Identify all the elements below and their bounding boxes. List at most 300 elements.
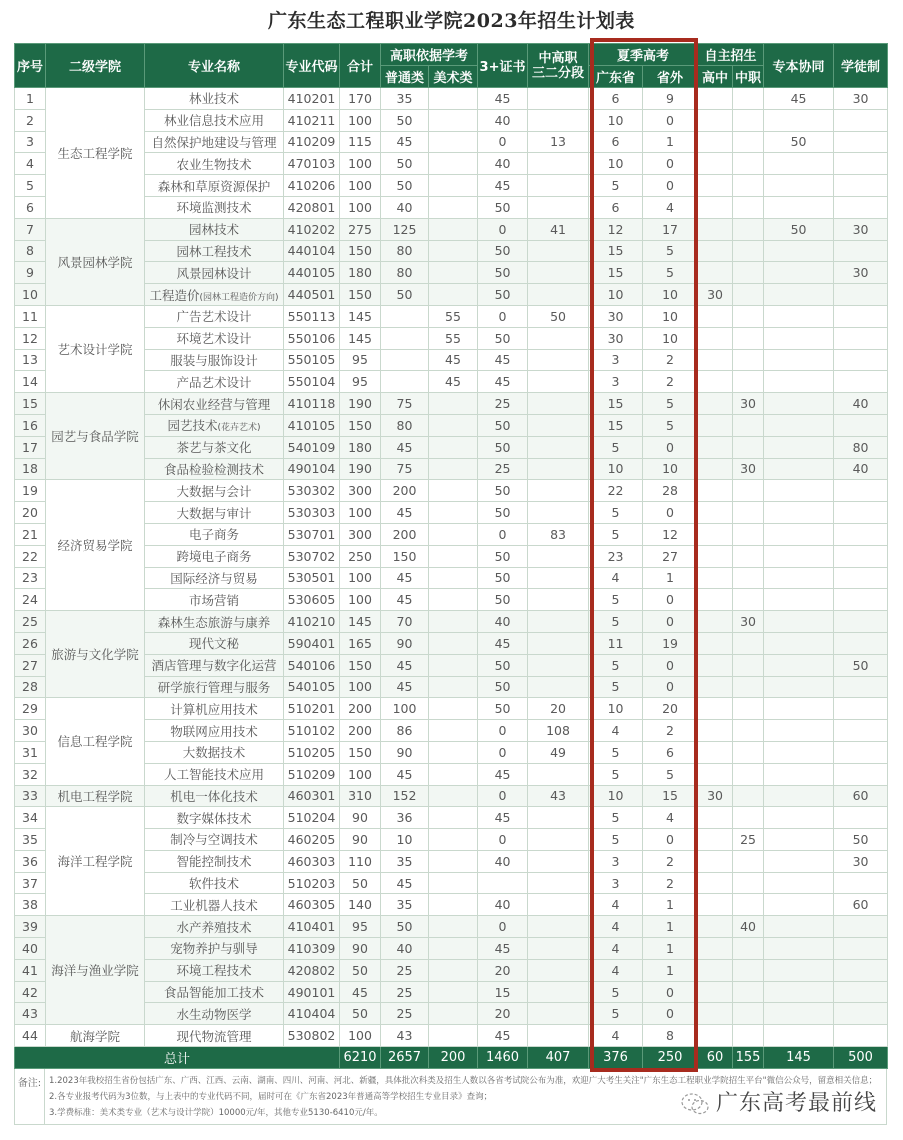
cell-major [145,872,284,894]
cell-cert: 40 [478,109,528,131]
cell-general: 50 [381,153,429,175]
cell-general: 50 [381,175,429,197]
major-name: 园林工程技术 [176,243,252,259]
cell-high [698,88,733,110]
cell-out: 8 [643,1025,698,1047]
cell-major [145,785,284,807]
cell-voc [733,109,764,131]
cell-gd: 10 [589,284,643,306]
cell-zhonggao [528,284,589,306]
cell-zhonggao [528,458,589,480]
cell-high [698,1003,733,1025]
table-row [15,720,888,742]
cell-zhonggao [528,1025,589,1047]
cell-gd: 4 [589,567,643,589]
header-zhuanben: 专本协同 [764,44,834,88]
cell-apprentice [834,196,888,218]
table-row [15,567,888,589]
cell-code: 550106 [284,327,340,349]
table-row [15,894,888,916]
cell-total: 100 [340,1025,381,1047]
cell-apprentice [834,741,888,763]
cell-voc [733,567,764,589]
cell-total: 100 [340,567,381,589]
cell-total: 50 [340,872,381,894]
cell-gd: 5 [589,589,643,611]
cell-general: 86 [381,720,429,742]
cell-zhuanben [764,305,834,327]
cell-cert [478,872,528,894]
cell-high [698,262,733,284]
cell-college: 机电工程学院 [46,785,145,807]
cell-zhuanben [764,327,834,349]
cell-out: 1 [643,959,698,981]
cell-art: 45 [429,371,478,393]
cell-total: 100 [340,763,381,785]
watermark [680,1086,877,1117]
wechat-icon [680,1091,710,1117]
watermark-text: 广东高考最前线 [716,1091,878,1116]
cell-general: 45 [381,654,429,676]
cell-gd: 5 [589,611,643,633]
cell-gd: 6 [589,196,643,218]
cell-zhuanben [764,109,834,131]
cell-apprentice [834,872,888,894]
cell-cert: 50 [478,589,528,611]
cell-zhuanben [764,589,834,611]
cell-zhonggao [528,850,589,872]
cell-college: 旅游与文化学院 [46,611,145,698]
cell-cert: 0 [478,741,528,763]
cell-college: 航海学院 [46,1025,145,1047]
cell-out: 0 [643,502,698,524]
cell-code: 410202 [284,218,340,240]
cell-out: 2 [643,720,698,742]
cell-apprentice [834,545,888,567]
major-name: 园林技术 [188,222,239,238]
cell-zhuanben [764,458,834,480]
cell-zhuanben [764,175,834,197]
table-row [15,175,888,197]
table-row [15,523,888,545]
cell-code: 410201 [284,88,340,110]
table-header [15,44,888,88]
cell-art [429,502,478,524]
cell-zhonggao [528,894,589,916]
cell-apprentice: 30 [834,218,888,240]
cell-art [429,523,478,545]
cell-art [429,414,478,436]
major-name: 酒店管理与数字化运营 [151,658,277,674]
cell-zhuanben [764,1025,834,1047]
cell-general [381,371,429,393]
cell-zhuanben [764,938,834,960]
header-gaozhi-general: 普通类 [381,66,429,88]
cell-gd: 10 [589,785,643,807]
cell-cert: 45 [478,807,528,829]
cell-high [698,196,733,218]
cell-art [429,175,478,197]
table-row [15,785,888,807]
table-row [15,88,888,110]
cell-total: 150 [340,414,381,436]
cell-zhonggao [528,502,589,524]
cell-cert: 40 [478,153,528,175]
cell-high [698,872,733,894]
cell-voc [733,938,764,960]
cell-art [429,153,478,175]
cell-cert: 50 [478,327,528,349]
cell-gd: 15 [589,393,643,415]
cell-apprentice [834,1025,888,1047]
cell-major [145,436,284,458]
cell-art [429,611,478,633]
cell-cert: 0 [478,916,528,938]
cell-gd: 4 [589,938,643,960]
major-name: 环境工程技术 [176,963,252,979]
cell-zhuanben [764,676,834,698]
cell-college: 海洋工程学院 [46,807,145,916]
cell-high [698,327,733,349]
cell-total: 50 [340,1003,381,1025]
table-row [15,850,888,872]
cell-cert: 0 [478,523,528,545]
cell-code: 510205 [284,741,340,763]
cell-seq: 38 [15,894,46,916]
cell-total: 50 [340,959,381,981]
cell-high [698,458,733,480]
cell-gd: 6 [589,88,643,110]
cell-seq: 9 [15,262,46,284]
major-name: 茶艺与茶文化 [176,440,252,456]
cell-seq: 7 [15,218,46,240]
cell-gd: 5 [589,523,643,545]
cell-zhuanben [764,981,834,1003]
cell-code: 510201 [284,698,340,720]
cell-art [429,938,478,960]
cell-voc: 40 [733,916,764,938]
major-name: 食品智能加工技术 [163,985,264,1001]
cell-code: 530302 [284,480,340,502]
cell-high [698,807,733,829]
cell-major [145,567,284,589]
cell-seq: 23 [15,567,46,589]
cell-art [429,872,478,894]
cell-college: 艺术设计学院 [46,305,145,392]
major-name: 数字媒体技术 [176,810,252,826]
cell-cert: 40 [478,850,528,872]
cell-out: 12 [643,523,698,545]
cell-voc [733,523,764,545]
cell-seq: 18 [15,458,46,480]
cell-cert: 45 [478,763,528,785]
cell-general [381,305,429,327]
cell-seq: 28 [15,676,46,698]
cell-general: 45 [381,567,429,589]
cell-code: 530701 [284,523,340,545]
table-row [15,981,888,1003]
cell-apprentice [834,611,888,633]
cell-code: 410209 [284,131,340,153]
cell-voc [733,1025,764,1047]
cell-high [698,676,733,698]
cell-apprentice [834,698,888,720]
table-row [15,654,888,676]
cell-voc: 30 [733,393,764,415]
cell-general: 150 [381,545,429,567]
cell-total: 300 [340,480,381,502]
cell-seq: 35 [15,829,46,851]
cell-out: 0 [643,436,698,458]
cell-high [698,654,733,676]
cell-total: 250 [340,545,381,567]
cell-out: 0 [643,611,698,633]
cell-apprentice [834,371,888,393]
cell-total: 190 [340,458,381,480]
cell-cert: 50 [478,567,528,589]
cell-zhuanben [764,720,834,742]
cell-high [698,938,733,960]
header-zhonggao-line1: 中高职 [538,50,578,66]
cell-gd: 4 [589,959,643,981]
cell-voc: 30 [733,611,764,633]
cell-voc [733,741,764,763]
cell-seq: 5 [15,175,46,197]
cell-voc [733,414,764,436]
cell-major [145,545,284,567]
cell-high: 30 [698,785,733,807]
cell-apprentice [834,632,888,654]
cell-general: 90 [381,632,429,654]
cell-college: 风景园林学院 [46,218,145,305]
cell-cert: 0 [478,131,528,153]
header-self-group: 自主招生 [698,44,764,66]
cell-zhonggao [528,109,589,131]
cell-total: 275 [340,218,381,240]
cell-zhonggao [528,916,589,938]
cell-apprentice [834,284,888,306]
cell-cert: 50 [478,480,528,502]
major-name: 森林生态旅游与康养 [157,614,271,630]
cell-major [145,850,284,872]
cell-code: 410210 [284,611,340,633]
cell-art [429,916,478,938]
cell-zhonggao [528,763,589,785]
cell-art [429,109,478,131]
cell-out: 4 [643,196,698,218]
cell-total: 95 [340,349,381,371]
cell-seq: 17 [15,436,46,458]
cell-cert: 0 [478,720,528,742]
cell-total: 200 [340,720,381,742]
cell-zhuanben [764,349,834,371]
cell-voc [733,502,764,524]
cell-zhonggao [528,480,589,502]
cell-zhonggao: 83 [528,523,589,545]
cell-general: 125 [381,218,429,240]
cell-cert: 0 [478,829,528,851]
cell-zhuanben: 50 [764,131,834,153]
cell-voc [733,894,764,916]
cell-zhonggao [528,981,589,1003]
cell-major [145,1025,284,1047]
cell-out: 5 [643,240,698,262]
cell-high [698,109,733,131]
cell-total: 90 [340,938,381,960]
header-zhonggao-line2: 三二分段 [532,65,585,81]
cell-out: 1 [643,916,698,938]
cell-zhuanben: 50 [764,218,834,240]
cell-apprentice [834,1003,888,1025]
major-name: 水产养殖技术 [176,919,252,935]
cell-out: 10 [643,327,698,349]
header-cert: 3+证书 [478,44,528,88]
cell-total: 100 [340,153,381,175]
cell-out: 0 [643,981,698,1003]
cell-voc [733,371,764,393]
cell-high [698,720,733,742]
cell-zhonggao [528,567,589,589]
cell-seq: 29 [15,698,46,720]
enrollment-plan-table [14,43,888,1069]
note-line-1: 1.2023年我校招生省份包括广东、广西、江西、云南、湖南、四川、河南、河北、新疆，具体批次科类及招生人数以各省考试院公布为准，欢迎广大考生关注"广东生态工程职业学院招生平台"微信公众号，留意相关信息； [49,1076,878,1086]
cell-out: 17 [643,218,698,240]
cell-code: 440105 [284,262,340,284]
cell-code: 440501 [284,284,340,306]
totals-voc: 155 [733,1047,764,1069]
cell-major [145,720,284,742]
cell-seq: 26 [15,632,46,654]
major-name: 林业信息技术应用 [163,113,264,129]
cell-gd: 10 [589,109,643,131]
cell-voc [733,196,764,218]
cell-apprentice [834,153,888,175]
cell-high [698,1025,733,1047]
table-body [15,88,888,1047]
cell-general: 80 [381,240,429,262]
cell-gd: 10 [589,458,643,480]
major-name: 休闲农业经营与管理 [157,396,271,412]
cell-art [429,240,478,262]
cell-art [429,981,478,1003]
cell-major [145,502,284,524]
cell-major [145,175,284,197]
cell-gd: 22 [589,480,643,502]
cell-zhuanben [764,807,834,829]
cell-out: 19 [643,632,698,654]
cell-out: 1 [643,567,698,589]
table-row [15,349,888,371]
cell-high [698,589,733,611]
major-name: 大数据技术 [182,745,246,761]
cell-total: 100 [340,196,381,218]
cell-major [145,676,284,698]
cell-art [429,545,478,567]
cell-apprentice: 80 [834,436,888,458]
cell-out: 20 [643,698,698,720]
header-self-voc: 中职 [733,66,764,88]
cell-code: 410404 [284,1003,340,1025]
cell-total: 200 [340,698,381,720]
cell-zhuanben [764,523,834,545]
cell-zhonggao [528,240,589,262]
cell-voc [733,872,764,894]
cell-apprentice [834,763,888,785]
table-row [15,196,888,218]
cell-art [429,88,478,110]
cell-out: 4 [643,807,698,829]
cell-apprentice [834,349,888,371]
cell-art [429,436,478,458]
cell-art: 45 [429,349,478,371]
cell-major [145,371,284,393]
cell-apprentice [834,480,888,502]
header-summer-group: 夏季高考 [589,44,698,66]
cell-out: 0 [643,153,698,175]
table-row [15,327,888,349]
cell-zhonggao [528,611,589,633]
cell-cert: 50 [478,262,528,284]
header-summer-gd: 广东省 [589,66,643,88]
cell-voc [733,284,764,306]
cell-voc [733,305,764,327]
cell-gd: 6 [589,131,643,153]
cell-total: 140 [340,894,381,916]
cell-major [145,262,284,284]
cell-zhonggao [528,88,589,110]
cell-gd: 5 [589,436,643,458]
cell-apprentice [834,720,888,742]
cell-high [698,436,733,458]
cell-code: 510203 [284,872,340,894]
cell-high [698,981,733,1003]
cell-zhuanben [764,916,834,938]
cell-high [698,567,733,589]
cell-art [429,393,478,415]
cell-cert: 50 [478,654,528,676]
cell-zhuanben [764,153,834,175]
table-row [15,262,888,284]
cell-seq: 2 [15,109,46,131]
cell-gd: 11 [589,632,643,654]
cell-zhuanben [764,240,834,262]
cell-art [429,676,478,698]
cell-art [429,698,478,720]
cell-gd: 10 [589,698,643,720]
cell-zhonggao [528,829,589,851]
cell-out: 5 [643,262,698,284]
header-gaozhi-group: 高职依据学考 [381,44,478,66]
cell-total: 100 [340,676,381,698]
table-row [15,698,888,720]
cell-gd: 5 [589,654,643,676]
cell-major [145,196,284,218]
cell-code: 410105 [284,414,340,436]
cell-general: 90 [381,741,429,763]
cell-art [429,1025,478,1047]
cell-gd: 5 [589,175,643,197]
cell-zhuanben: 45 [764,88,834,110]
cell-major [145,916,284,938]
cell-seq: 21 [15,523,46,545]
cell-out: 9 [643,88,698,110]
cell-art [429,807,478,829]
cell-major [145,632,284,654]
cell-art [429,829,478,851]
cell-high [698,611,733,633]
cell-out: 0 [643,654,698,676]
cell-general [381,349,429,371]
